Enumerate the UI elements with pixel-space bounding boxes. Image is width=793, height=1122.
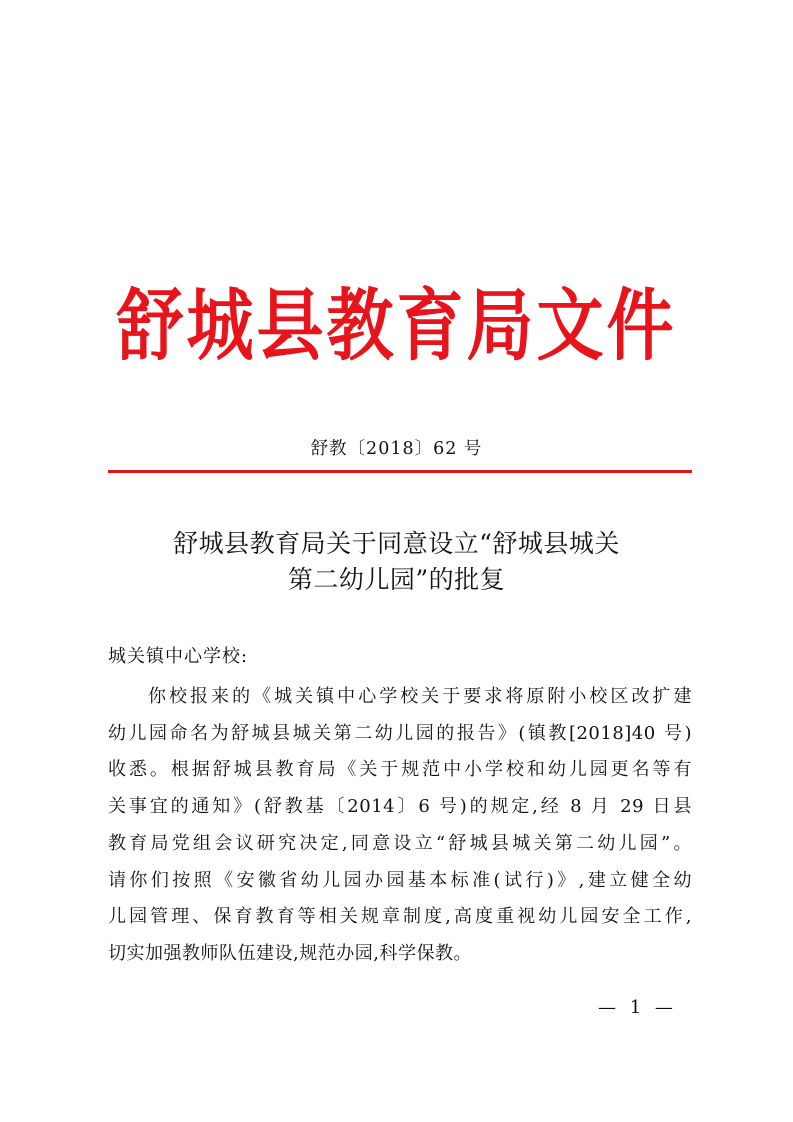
document-number: 舒教〔2018〕62 号: [310, 439, 483, 459]
body-line: 你校报来的《城关镇中心学校关于要求将原附小校区改扩建: [148, 686, 692, 707]
body-line: 教育局党组会议研究决定,同意设立“舒城县城关第二幼儿园”。: [108, 832, 692, 854]
title-line-2: 第二幼儿园”的批复: [287, 565, 506, 594]
body-line: 关事宜的通知》(舒教基〔2014〕6 号)的规定,经 8 月 29 日县: [108, 796, 692, 818]
body-line: 儿园管理、保育教育等相关规章制度,高度重视幼儿园安全工作,: [108, 906, 692, 928]
title-line-1: 舒城县教育局关于同意设立“舒城县城关: [173, 529, 620, 558]
body-line: 收悉。根据舒城县教育局《关于规范中小学校和幼儿园更名等有: [108, 759, 692, 781]
document-title: [0, 526, 793, 598]
document-masthead: 舒城县教育局文件: [116, 280, 677, 372]
body-paragraph: [108, 679, 692, 973]
body-line: 切实加强教师队伍建设,规范办园,科学保教。: [108, 942, 472, 964]
red-divider-line: [108, 470, 692, 473]
body-line: 请你们按照《安徽省幼儿园办园基本标准(试行)》,建立健全幼: [108, 869, 692, 891]
page-number: — 1 —: [598, 997, 677, 1018]
salutation: 城关镇中心学校:: [108, 646, 249, 667]
body-line: 幼儿园命名为舒城县城关第二幼儿园的报告》(镇教[2018]40 号): [108, 722, 692, 744]
